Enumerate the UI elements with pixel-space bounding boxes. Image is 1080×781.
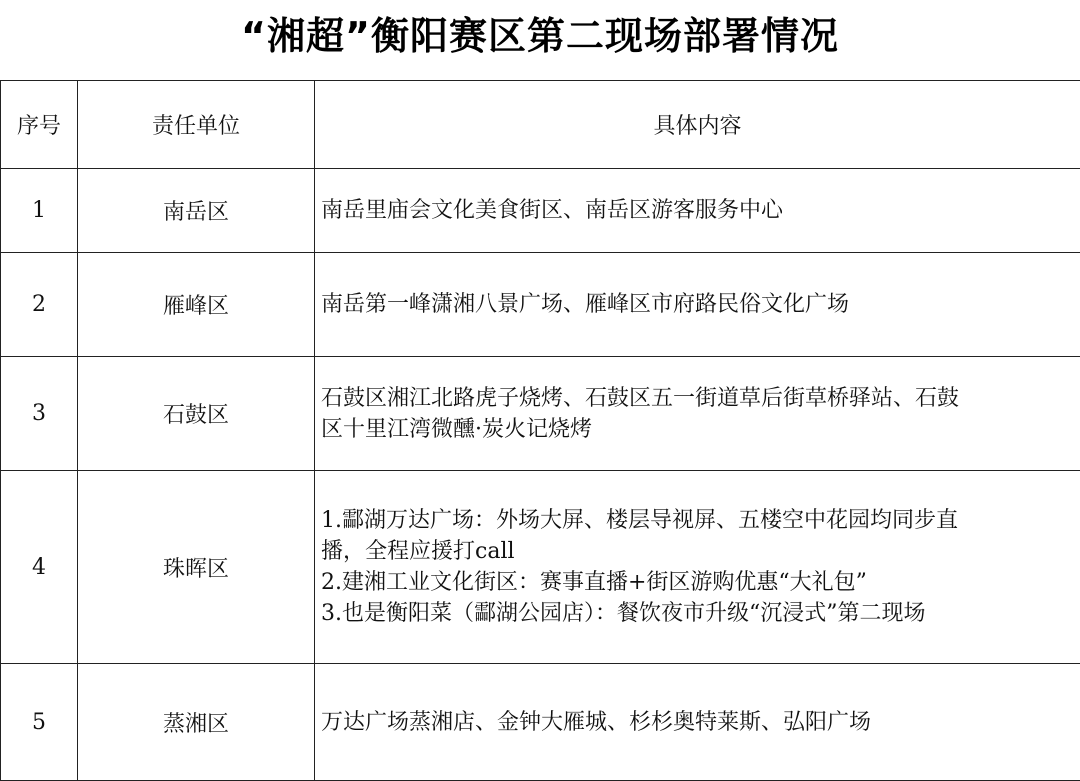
row-detail <box>315 253 1080 357</box>
table-row <box>1 664 1080 781</box>
detail-line: 区十里江湾微醺·炭火记烧烤 <box>321 414 1076 445</box>
detail-line: 1.酃湖万达广场：外场大屏、楼层导视屏、五楼空中花园均同步直 <box>321 505 1076 536</box>
table-row <box>1 471 1080 664</box>
detail-line: 万达广场蒸湘店、金钟大雁城、杉杉奥特莱斯、弘阳广场 <box>321 707 1076 738</box>
row-number: 4 <box>1 471 78 664</box>
row-unit: 珠晖区 <box>78 471 315 664</box>
row-unit: 蒸湘区 <box>78 664 315 781</box>
row-unit: 石鼓区 <box>78 357 315 471</box>
row-number: 2 <box>1 253 78 357</box>
detail-line: 2.建湘工业文化街区：赛事直播+街区游购优惠“大礼包” <box>321 567 1076 598</box>
header-serial-number: 序号 <box>1 81 78 169</box>
row-detail <box>315 169 1080 253</box>
row-detail <box>315 471 1080 664</box>
page-title: “湘超”衡阳赛区第二现场部署情况 <box>0 0 1080 80</box>
table-row <box>1 253 1080 357</box>
table-row <box>1 169 1080 253</box>
row-number: 3 <box>1 357 78 471</box>
row-detail <box>315 357 1080 471</box>
detail-line: 石鼓区湘江北路虎子烧烤、石鼓区五一街道草后街草桥驿站、石鼓 <box>321 383 1076 414</box>
row-number: 5 <box>1 664 78 781</box>
detail-line: 南岳里庙会文化美食街区、南岳区游客服务中心 <box>321 195 1076 226</box>
detail-line: 3.也是衡阳菜（酃湖公园店）：餐饮夜市升级“沉浸式”第二现场 <box>321 598 1076 629</box>
row-unit: 雁峰区 <box>78 253 315 357</box>
table-row <box>1 357 1080 471</box>
header-specific-content: 具体内容 <box>315 81 1080 169</box>
row-number: 1 <box>1 169 78 253</box>
table-header-row <box>1 81 1080 169</box>
header-responsible-unit: 责任单位 <box>78 81 315 169</box>
deployment-table <box>0 80 1080 781</box>
row-unit: 南岳区 <box>78 169 315 253</box>
detail-line: 南岳第一峰潇湘八景广场、雁峰区市府路民俗文化广场 <box>321 289 1076 320</box>
detail-line: 播，全程应援打call <box>321 536 1076 567</box>
row-detail <box>315 664 1080 781</box>
